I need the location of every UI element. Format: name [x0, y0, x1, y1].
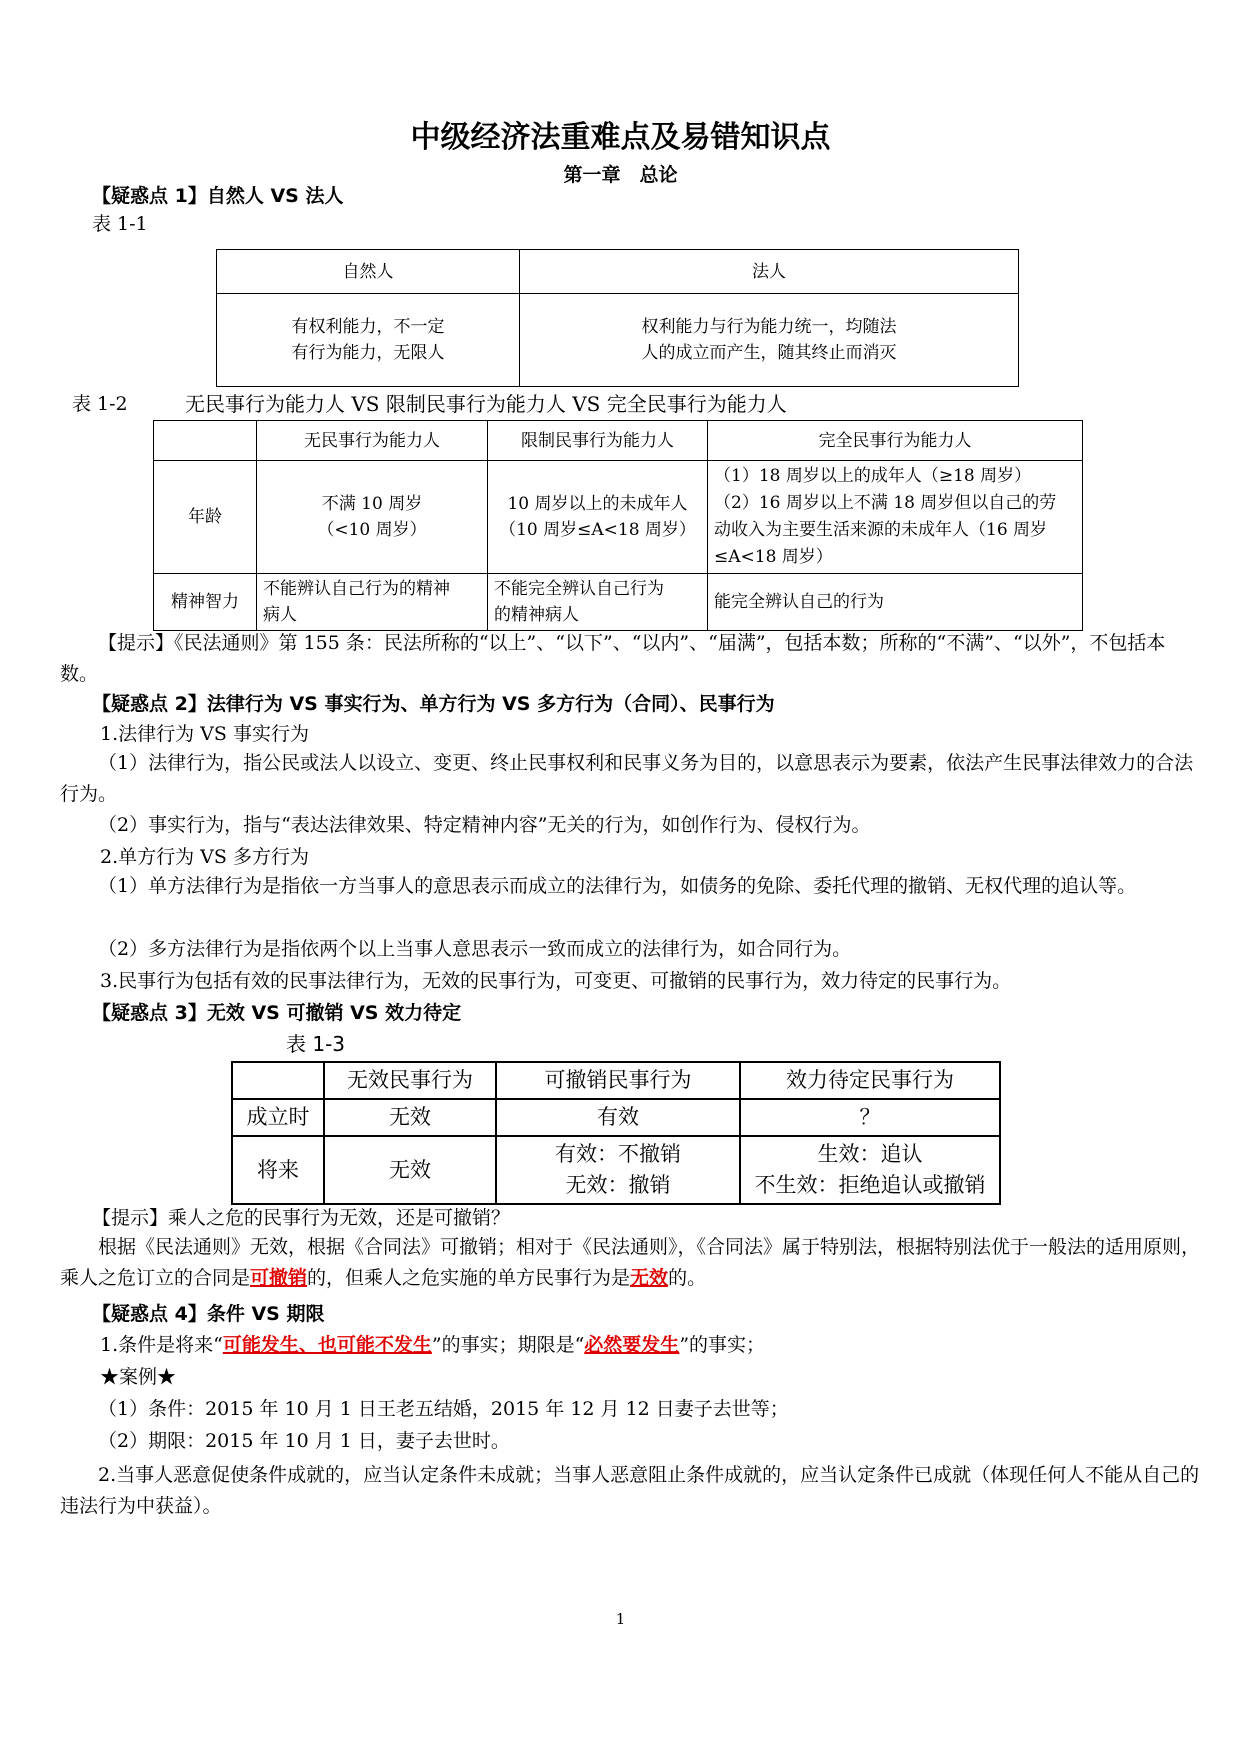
table-1-3-cell: 有效：不撤销 无效：撤销 [496, 1136, 740, 1204]
table-1-2-header: 限制民事行为能力人 [488, 421, 708, 461]
table-1-3-cell: ？ [740, 1099, 1000, 1136]
section-4-heading: 【疑惑点 4】条件 VS 期限 [92, 1303, 325, 1325]
section-1-heading: 【疑惑点 1】自然人 VS 法人 [92, 185, 344, 207]
highlight-condition: 可能发生、也可能不发生 [222, 1334, 432, 1356]
table-1-3-header: 可撤销民事行为 [496, 1062, 740, 1099]
highlight-revocable: 可撤销 [250, 1267, 308, 1289]
s4-paragraph: 2.当事人恶意促使条件成就的，应当认定条件未成就；当事人恶意阻止条件成就的，应当认定条件已成就（体现任何人不能从自己的违法行为中获益）。 [60, 1464, 1200, 1517]
section-3-heading: 【疑惑点 3】无效 VS 可撤销 VS 效力待定 [92, 1002, 462, 1024]
table-1-2 [153, 420, 1083, 631]
case-heading: ★案例★ [100, 1366, 177, 1388]
table-1-3-cell: 无效 [324, 1136, 496, 1204]
tip-question: 【提示】乘人之危的民事行为无效，还是可撤销？ [92, 1207, 511, 1229]
table-1-2-cell: （1）18 周岁以上的成年人（≥18 周岁） （2）16 周岁以上不满 18 周岁但以自己的劳 动收入为主要生活来源的未成年人（16 周岁 ≤A<18 周岁） [708, 461, 1083, 574]
table-1-3 [231, 1061, 1001, 1205]
table-1-2-label: 表 1-2 [72, 393, 128, 415]
tip-1: 【提示】《民法通则》第 155 条：民法所称的“以上”、“以下”、“以内”、“届满”，包括本数；所称的“不满”、“以外”，不包括本数。 [60, 632, 1166, 685]
table-1-3-cell: 有效 [496, 1099, 740, 1136]
table-1-2-header [154, 421, 257, 461]
table-1-2-header: 完全民事行为能力人 [708, 421, 1083, 461]
table-1-3-header [232, 1062, 324, 1099]
s2-paragraph: （1）法律行为，指公民或法人以设立、变更、终止民事权利和民事义务为目的，以意思表示为要素，依法产生民事法律效力的合法行为。 [60, 752, 1194, 805]
row-label-age: 年龄 [154, 461, 257, 574]
highlight-void: 无效 [630, 1267, 669, 1289]
table-1-2-cell: 能完全辨认自己的行为 [708, 574, 1083, 631]
table-1-3-header: 效力待定民事行为 [740, 1062, 1000, 1099]
s2-paragraph: （2）事实行为，指与“表达法律效果、特定精神内容”无关的行为，如创作行为、侵权行为。 [98, 814, 871, 836]
table-1-2-caption: 无民事行为能力人 VS 限制民事行为能力人 VS 完全民事行为能力人 [185, 392, 787, 416]
row-label-future: 将来 [232, 1136, 324, 1204]
table-1-2-cell: 不能辨认自己行为的精神 病人 [257, 574, 488, 631]
row-label-formation: 成立时 [232, 1099, 324, 1136]
s2-paragraph: 3.民事行为包括有效的民事法律行为，无效的民事行为，可变更、可撤销的民事行为，效力待定的民事行为。 [100, 970, 1012, 992]
table-1-3-cell: 无效 [324, 1099, 496, 1136]
table-1-1-label: 表 1-1 [92, 213, 148, 235]
document-title: 中级经济法重难点及易错知识点 [410, 120, 831, 155]
row-label-mental: 精神智力 [154, 574, 257, 631]
table-1-2-header: 无民事行为能力人 [257, 421, 488, 461]
table-1-3-label: 表 1-3 [286, 1032, 346, 1056]
s2-paragraph: 2.单方行为 VS 多方行为 [100, 846, 309, 868]
table-1-1-cell: 有权利能力，不一定 有行为能力，无限人 [217, 294, 520, 387]
table-1-1 [216, 249, 1019, 387]
section-2-heading: 【疑惑点 2】法律行为 VS 事实行为、单方行为 VS 多方行为（合同）、民事行为 [92, 693, 775, 715]
page-number: 1 [615, 1610, 626, 1628]
case-item: （1）条件：2015 年 10 月 1 日王老五结婚，2015 年 12 月 12 日妻子去世等； [98, 1398, 789, 1420]
table-1-2-cell: 10 周岁以上的未成年人 （10 周岁≤A<18 周岁） [488, 461, 708, 574]
table-1-1-header: 自然人 [217, 250, 520, 294]
s2-paragraph: （2）多方法律行为是指依两个以上当事人意思表示一致而成立的法律行为，如合同行为。 [98, 938, 852, 960]
table-1-2-cell: 不能完全辨认自己行为 的精神病人 [488, 574, 708, 631]
tip-answer: 根据《民法通则》无效，根据《合同法》可撤销；相对于《民法通则》，《合同法》属于特别法，根据特别法优于一般法的适用原则，乘人之危订立的合同是可撤销的，但乘人之危实施的单方民事行为是无效的。 [60, 1236, 1201, 1289]
s2-paragraph: （1）单方法律行为是指依一方当事人的意思表示而成立的法律行为，如债务的免除、委托代理的撤销、无权代理的追认等。 [98, 875, 1137, 897]
chapter-title: 第一章 总论 [563, 164, 678, 186]
s4-paragraph: 1.条件是将来“可能发生、也可能不发生”的事实；期限是“必然要发生”的事实； [100, 1334, 766, 1356]
table-1-3-cell: 生效：追认 不生效：拒绝追认或撤销 [740, 1136, 1000, 1204]
table-1-2-cell: 不满 10 周岁 （<10 周岁） [257, 461, 488, 574]
table-1-3-header: 无效民事行为 [324, 1062, 496, 1099]
highlight-term: 必然要发生 [584, 1334, 680, 1356]
table-1-1-cell: 权利能力与行为能力统一，均随法 人的成立而产生，随其终止而消灭 [520, 294, 1019, 387]
case-item: （2）期限：2015 年 10 月 1 日，妻子去世时。 [98, 1430, 510, 1452]
table-1-1-header: 法人 [520, 250, 1019, 294]
s2-paragraph: 1.法律行为 VS 事实行为 [100, 723, 309, 745]
